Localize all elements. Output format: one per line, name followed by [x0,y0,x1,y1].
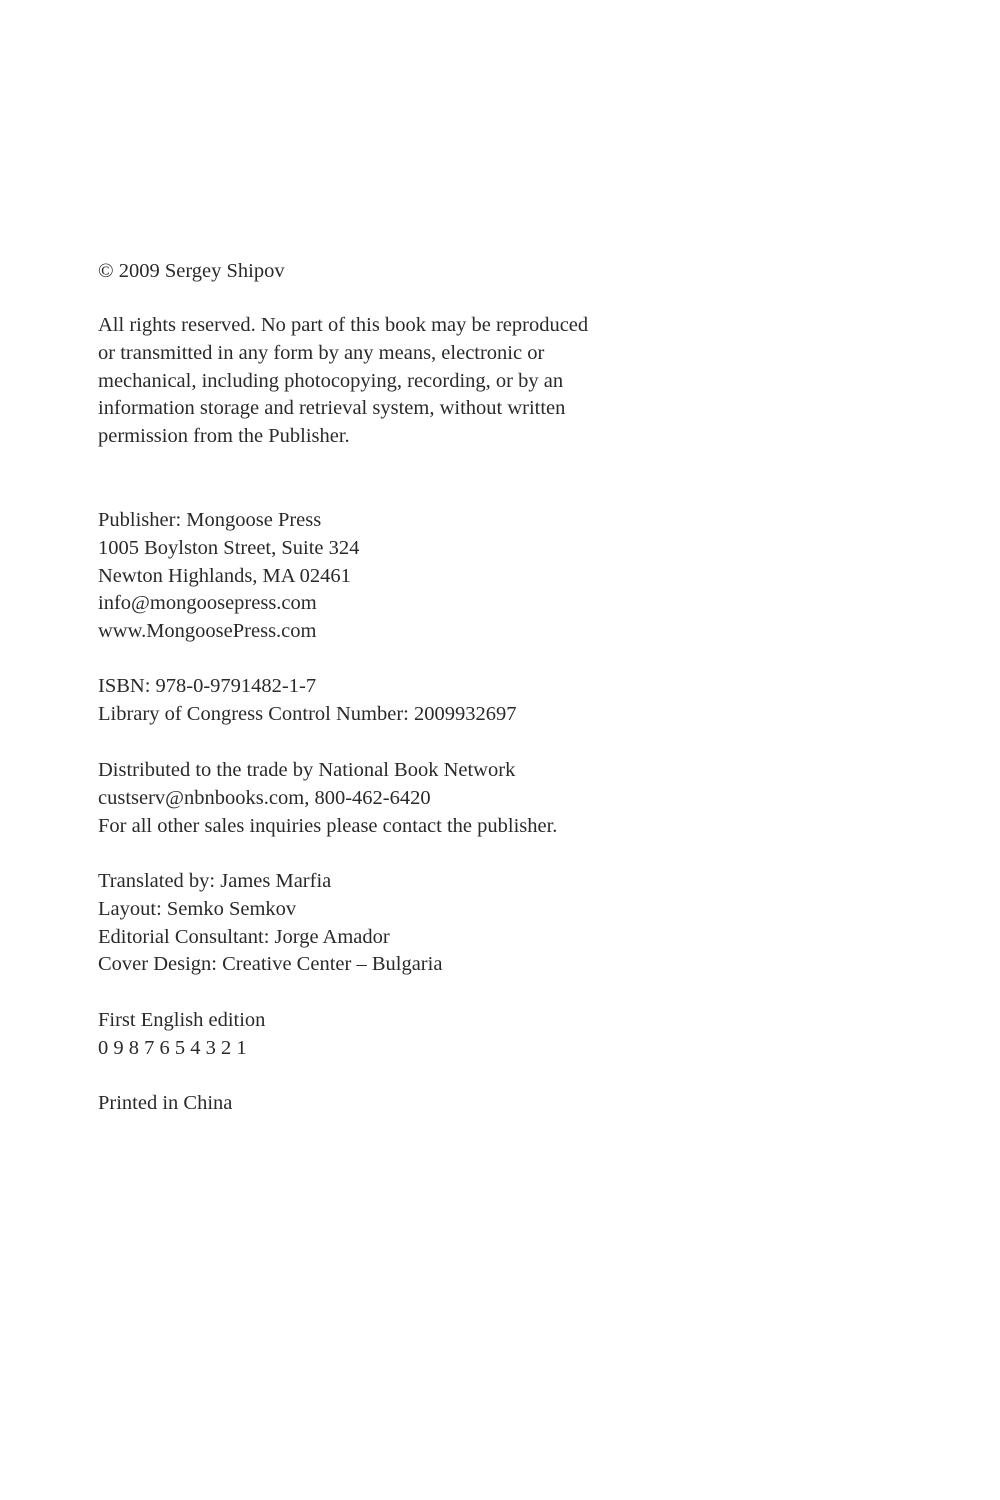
rights-statement [98,312,718,451]
rights-line: mechanical, including photocopying, recording, or by an [98,369,564,392]
publisher-address-city: Newton Highlands, MA 02461 [98,564,351,587]
publisher-address-street: 1005 Boylston Street, Suite 324 [98,536,360,559]
lccn: Library of Congress Control Number: 2009932697 [98,702,517,725]
publisher-info [98,507,718,646]
rights-line: permission from the Publisher. [98,425,350,448]
translator-credit: Translated by: James Marfia [98,870,332,892]
publisher-website: www.MongoosePress.com [98,620,317,643]
editorial-credit: Editorial Consultant: Jorge Amador [98,925,390,948]
credits [98,868,718,979]
copyright-notice: © 2009 Sergey Shipov [98,260,285,282]
printed-in: Printed in China [98,1092,233,1114]
edition-info [98,1007,718,1063]
catalog-info [98,673,718,729]
publisher-email: info@mongoosepress.com [98,592,317,615]
distributor-contact: custserv@nbnbooks.com, 800-462-6420 [98,786,431,809]
printed-in-block [98,1090,718,1118]
distribution-info [98,757,718,840]
publisher-name: Publisher: Mongoose Press [98,509,322,531]
sales-inquiries-note: For all other sales inquiries please contact the publisher. [98,814,558,837]
cover-design-credit: Cover Design: Creative Center – Bulgaria [98,953,443,976]
distributor: Distributed to the trade by National Book Network [98,759,516,781]
layout-credit: Layout: Semko Semkov [98,897,297,920]
edition: First English edition [98,1009,266,1031]
rights-line: or transmitted in any form by any means, electronic or [98,341,545,364]
isbn: ISBN: 978-0-9791482-1-7 [98,675,317,697]
rights-line: information storage and retrieval system, without written [98,397,566,420]
copyright-notice-block [98,258,718,286]
rights-line: All rights reserved. No part of this book may be reproduced [98,314,589,336]
printing-line: 0 9 8 7 6 5 4 3 2 1 [98,1036,247,1059]
